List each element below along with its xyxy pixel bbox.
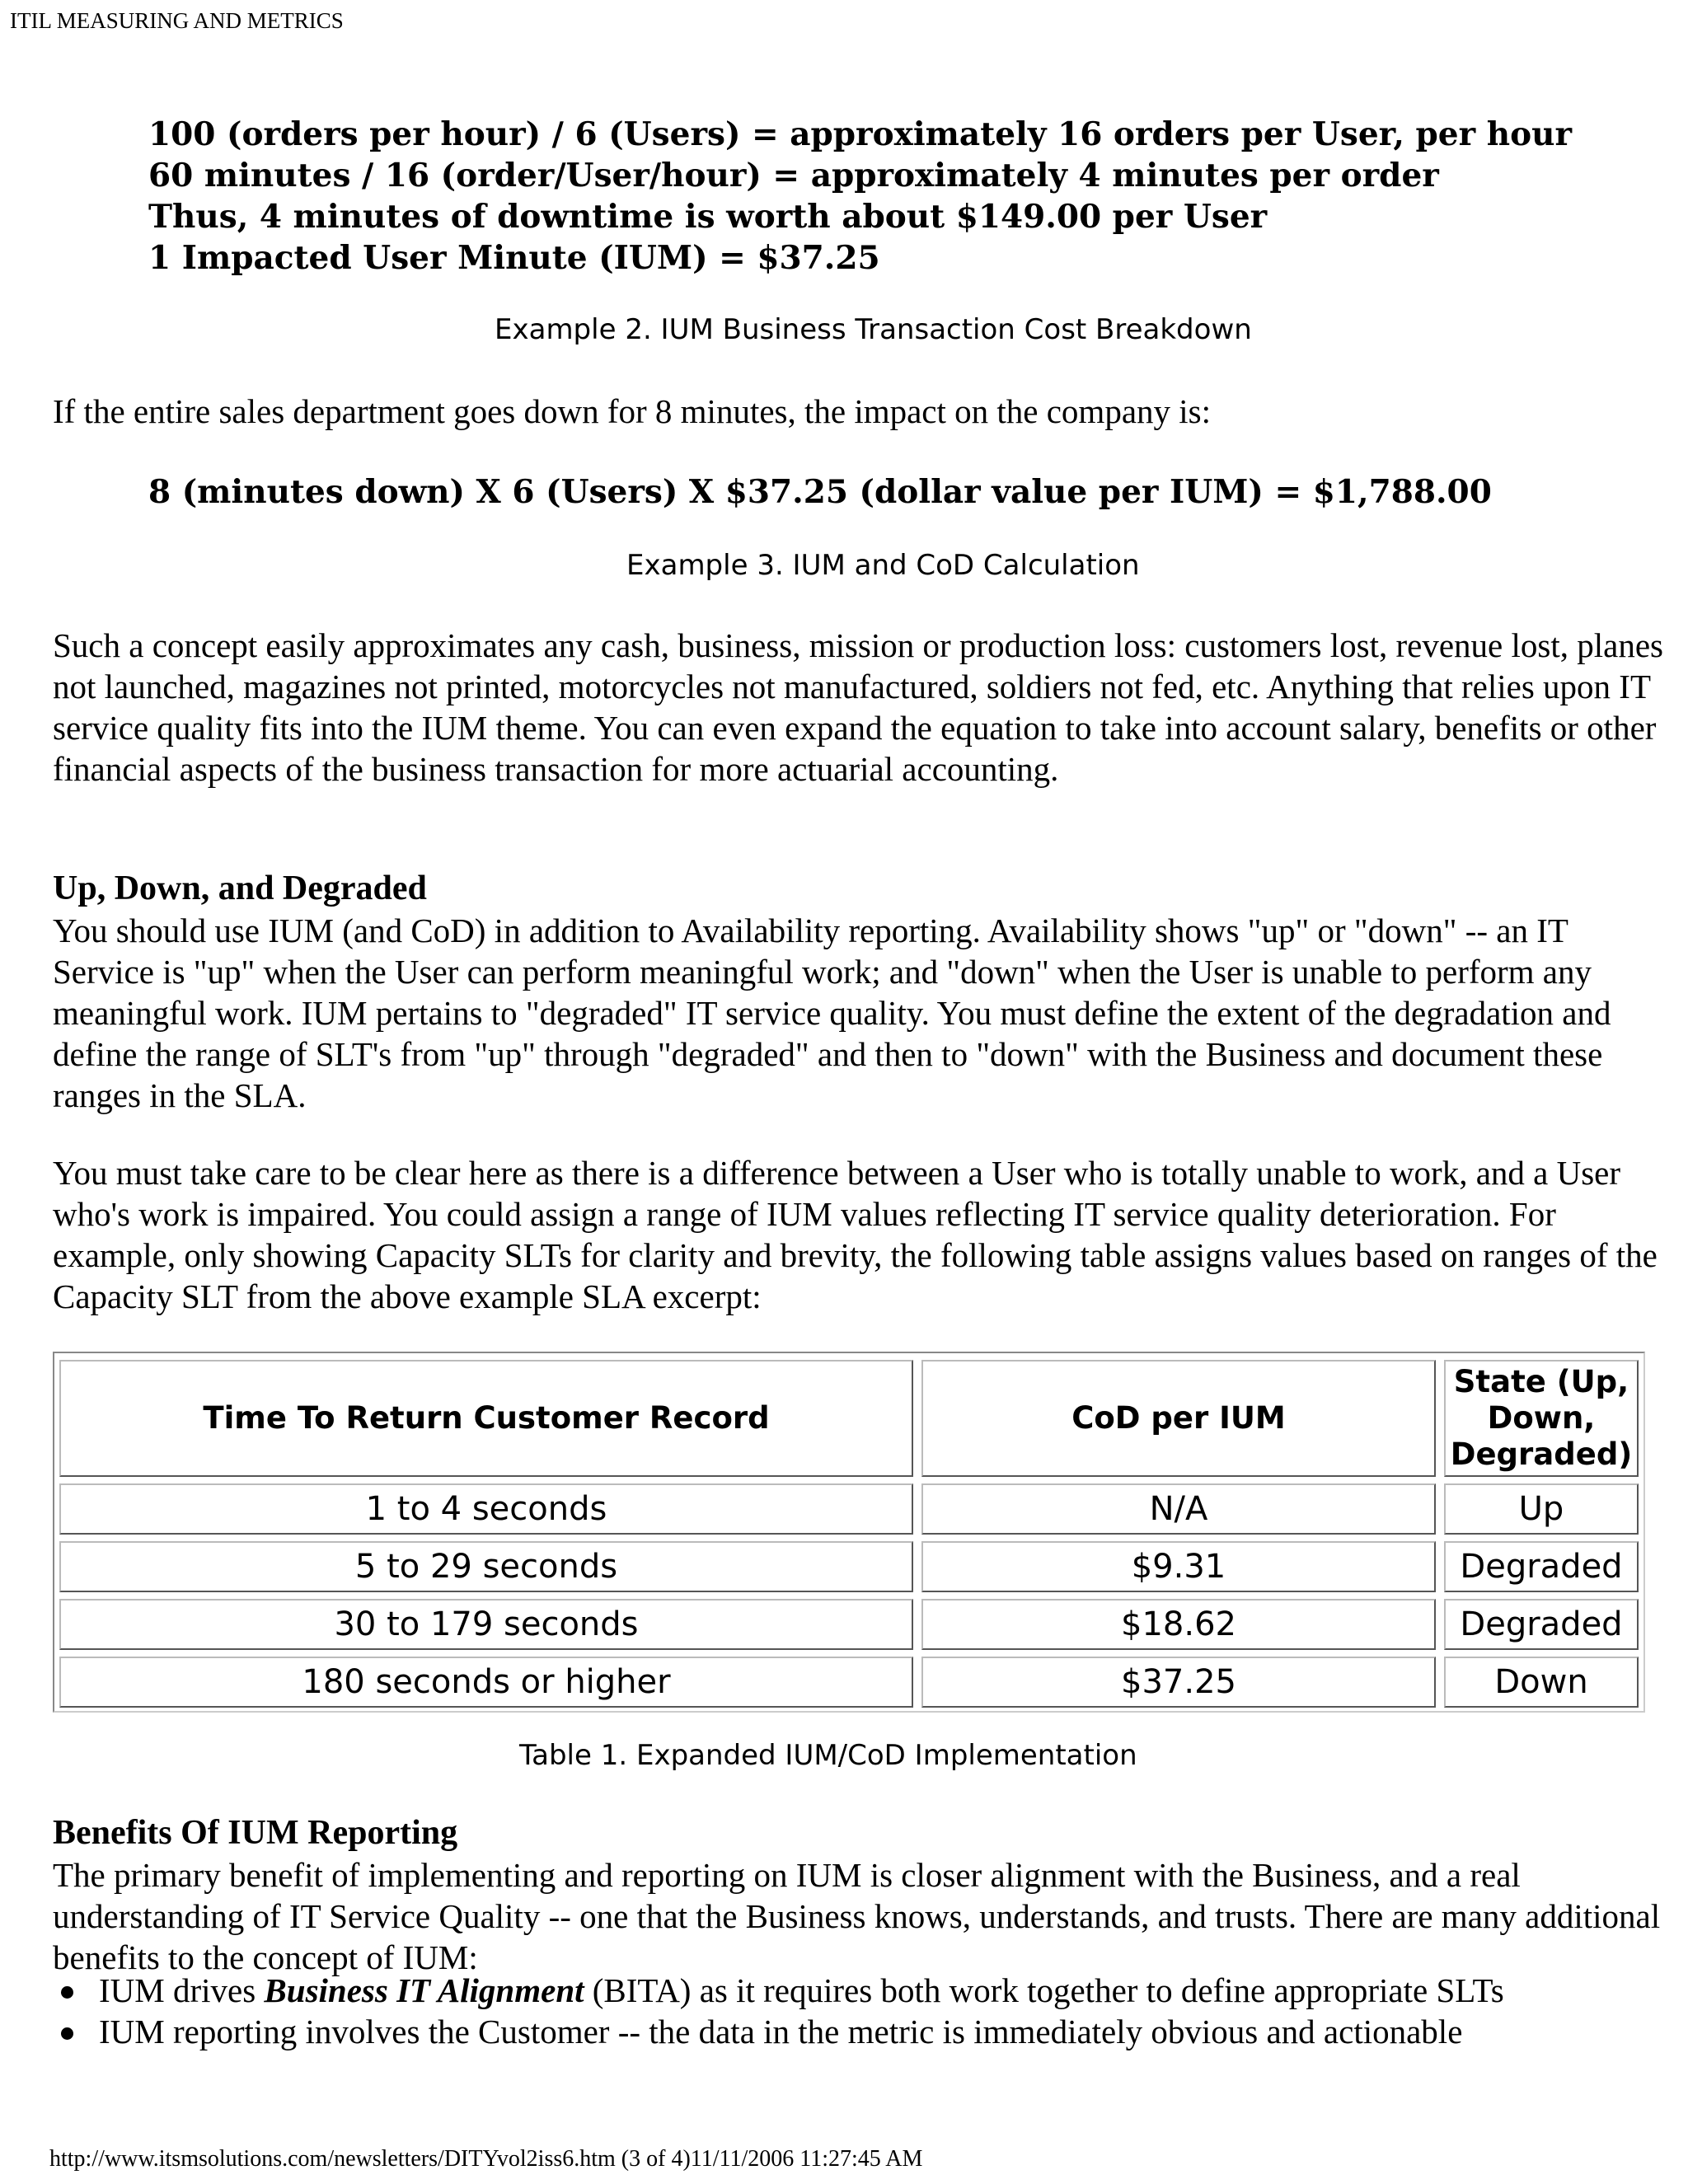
list-item (53, 2011, 1668, 2052)
example3-caption: Example 3. IUM and CoD Calculation (626, 549, 1140, 582)
table-cell: 5 to 29 seconds (59, 1541, 913, 1592)
page-header: ITIL MEASURING AND METRICS (10, 8, 344, 33)
updown-paragraph-2: You must take care to be clear here as there is a difference between a User who is totally unable to work, and a User who's work is impaired. You could assign a range of IUM values reflecting IT service quality deterioration. For example, only showing Capacity SLTs for clarity and brevity, the following table assigns values based on ranges of the Capacity SLT from the above example SLA excerpt: (53, 1154, 1658, 1315)
example2-line-4: 1 Impacted User Minute (IUM) = $37.25 (148, 239, 880, 277)
table-cell: $18.62 (921, 1599, 1436, 1650)
table-cell: Up (1444, 1483, 1639, 1535)
bullet-icon (61, 1986, 73, 1999)
bullet-text: (BITA) as it requires both work together to define appropriate SLTs (584, 1971, 1504, 2009)
iumcod-table (53, 1352, 1645, 1713)
table-header-cod: CoD per IUM (921, 1360, 1436, 1477)
updown-paragraph-1: You should use IUM (and CoD) in addition to Availability reporting. Availability shows "up" or "down" -- an IT Service is "up" when the User can perform meaningful work; and "down" when the User is unable to perform any meaningful work. IUM pertains to "degraded" IT service quality. You must define the extent of the degradation and define the range of SLT's from "up" through "degraded" and then to "down" with the Business and document these ranges in the SLA. (53, 912, 1611, 1114)
bullet-text: IUM reporting involves the Customer -- the data in the metric is immediately obvious and actionable (99, 2013, 1463, 2050)
table-cell: Down (1444, 1657, 1639, 1708)
table-cell: 1 to 4 seconds (59, 1483, 913, 1535)
table-cell: Degraded (1444, 1599, 1639, 1650)
bullet-text: IUM drives (99, 1971, 265, 2009)
intro-sentence: If the entire sales department goes down for 8 minutes, the impact on the company is: (53, 392, 1212, 430)
example2-line-2: 60 minutes / 16 (order/User/hour) = approximately 4 minutes per order (148, 157, 1439, 194)
concept-paragraph: Such a concept easily approximates any cash, business, mission or production loss: customers lost, revenue lost, planes not launched, magazines not printed, motorcycles not manufactured, soldiers not fed, etc. Anything that relies upon IT service quality fits into the IUM theme. You can even expand the equation to take into account salary, benefits or other financial aspects of the business transaction for more actuarial accounting. (53, 626, 1663, 788)
table-cell: $9.31 (921, 1541, 1436, 1592)
section-heading-updown: Up, Down, and Degraded (53, 869, 427, 907)
table-cell: N/A (921, 1483, 1436, 1535)
example3-line: 8 (minutes down) X 6 (Users) X $37.25 (dollar value per IUM) = $1,788.00 (148, 473, 1492, 511)
example2-line-3: Thus, 4 minutes of downtime is worth about $149.00 per User (148, 198, 1268, 236)
benefits-paragraph: The primary benefit of implementing and reporting on IUM is closer alignment with the Business, and a real understanding of IT Service Quality -- one that the Business knows, understands, and trusts. There are many additional benefits to the concept of IUM: (53, 1856, 1661, 1976)
bullet-icon (61, 2027, 73, 2040)
page-footer: http://www.itsmsolutions.com/newsletters/DITYvol2iss6.htm (3 of 4)11/11/2006 11:27:45 AM (49, 2146, 923, 2172)
table1-caption: Table 1. Expanded IUM/CoD Implementation (519, 1739, 1137, 1772)
section-heading-benefits: Benefits Of IUM Reporting (53, 1814, 458, 1852)
table-header-time: Time To Return Customer Record (59, 1360, 913, 1477)
benefits-list (53, 1970, 1668, 2052)
table-cell: 180 seconds or higher (59, 1657, 913, 1708)
bullet-emphasis: Business IT Alignment (264, 1971, 584, 2009)
table-cell: Degraded (1444, 1541, 1639, 1592)
table-cell: $37.25 (921, 1657, 1436, 1708)
table-header-state: State (Up, Down, Degraded) (1444, 1360, 1639, 1477)
table-cell: 30 to 179 seconds (59, 1599, 913, 1650)
example2-caption: Example 2. IUM Business Transaction Cost Breakdown (495, 313, 1252, 346)
example2-line-1: 100 (orders per hour) / 6 (Users) = approximately 16 orders per User, per hour (148, 115, 1572, 153)
list-item (53, 1970, 1668, 2011)
